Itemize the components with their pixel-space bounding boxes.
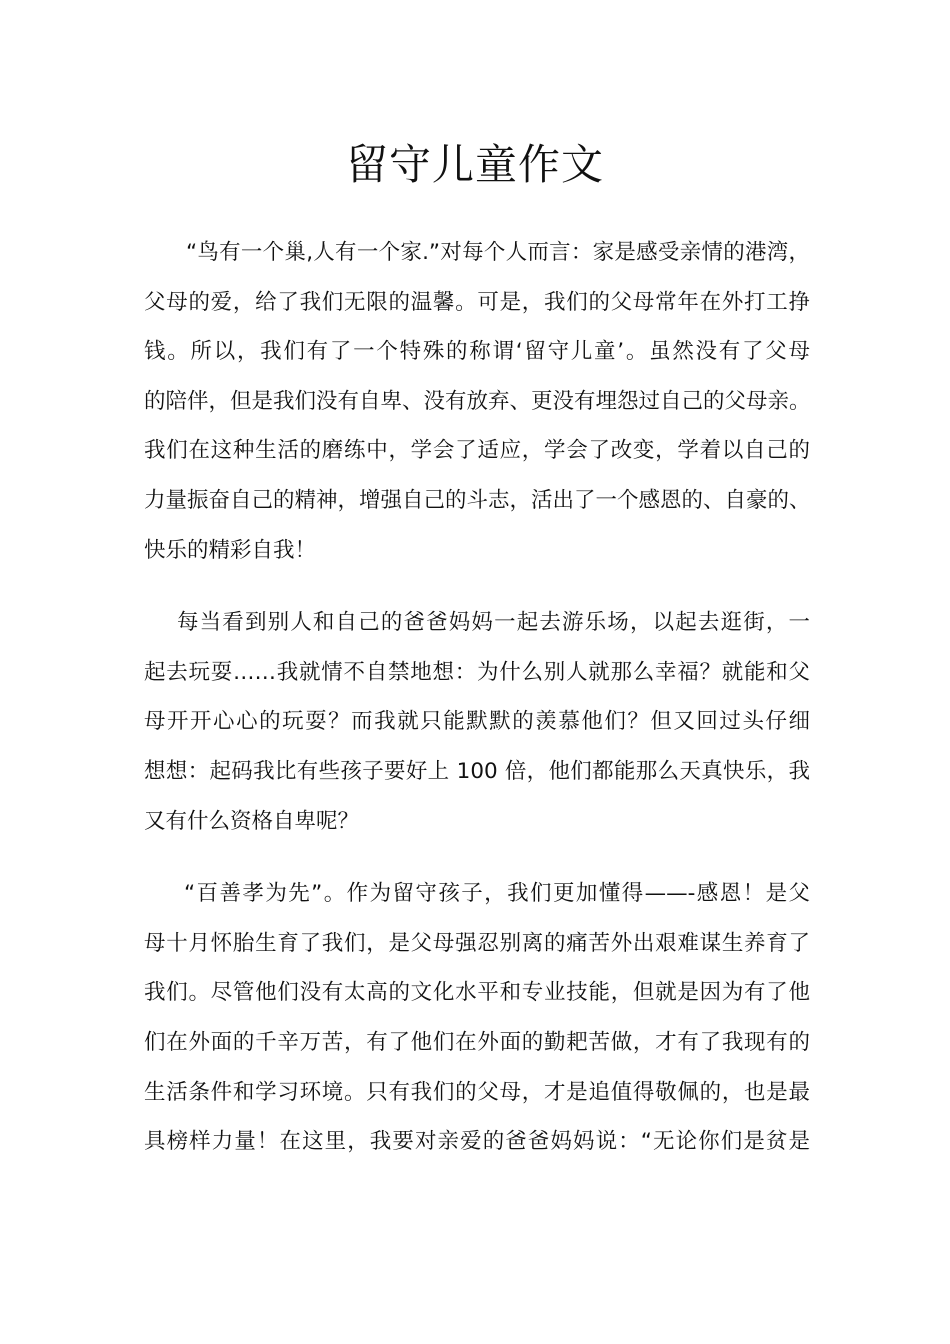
text-line: 又有什么资格自卑呢？ bbox=[144, 808, 360, 834]
text-line: 父母的爱，给了我们无限的温馨。可是，我们的父母常年在外打工挣 bbox=[144, 289, 810, 315]
text-line: 我们在这种生活的磨练中，学会了适应，学会了改变，学着以自己的 bbox=[144, 438, 810, 464]
text-line: 生活条件和学习环境。只有我们的父母，才是追值得敬佩的，也是最 bbox=[144, 1079, 810, 1105]
text-line: 每当看到别人和自己的爸爸妈妈一起去游乐场，以起去逛街，一 bbox=[177, 610, 810, 636]
page-title: 留守儿童作文 bbox=[345, 140, 604, 189]
text-line: 钱。所以，我们有了一个特殊的称谓‘留守儿童’。虽然没有了父母 bbox=[144, 339, 810, 365]
text-line: 具榜样力量！在这里，我要对亲爱的爸爸妈妈说：“无论你们是贫是 bbox=[144, 1129, 810, 1155]
paragraph-spacer bbox=[144, 575, 810, 598]
text-line: 我们。尽管他们没有太高的文化水平和专业技能，但就是因为有了他 bbox=[144, 980, 810, 1006]
text-line: 力量振奋自己的精神，增强自己的斗志，活出了一个感恩的、自豪的、 bbox=[144, 487, 811, 513]
text-line: 母十月怀胎生育了我们，是父母强忍别离的痛苦外出艰难谋生养育了 bbox=[144, 930, 810, 956]
text-line: 想想：起码我比有些孩子要好上 100 倍，他们都能那么天真快乐，我 bbox=[144, 758, 810, 784]
paragraph-spacer bbox=[144, 846, 810, 869]
text-line: 们在外面的千辛万苦，有了他们在外面的勤耙苦做，才有了我现有的 bbox=[144, 1029, 810, 1055]
text-line: 起去玩耍……我就情不自禁地想：为什么别人就那么幸福？就能和父 bbox=[144, 659, 810, 685]
paragraph-1 bbox=[144, 228, 810, 575]
essay-body bbox=[144, 228, 810, 1167]
paragraph-2 bbox=[144, 598, 810, 846]
text-line: 的陪伴，但是我们没有自卑、没有放弃、更没有埋怨过自己的父母亲。 bbox=[144, 388, 811, 414]
text-line: 快乐的精彩自我！ bbox=[144, 537, 317, 563]
text-line: “鸟有一个巢,人有一个家.”对每个人而言：家是感受亲情的港湾， bbox=[186, 240, 810, 265]
paragraph-3 bbox=[144, 869, 810, 1167]
text-line: “百善孝为先”。作为留守孩子，我们更加懂得——-感恩！是父 bbox=[184, 881, 810, 907]
text-line: 母开开心心的玩耍？而我就只能默默的羡慕他们？但又回过头仔细 bbox=[144, 709, 810, 735]
